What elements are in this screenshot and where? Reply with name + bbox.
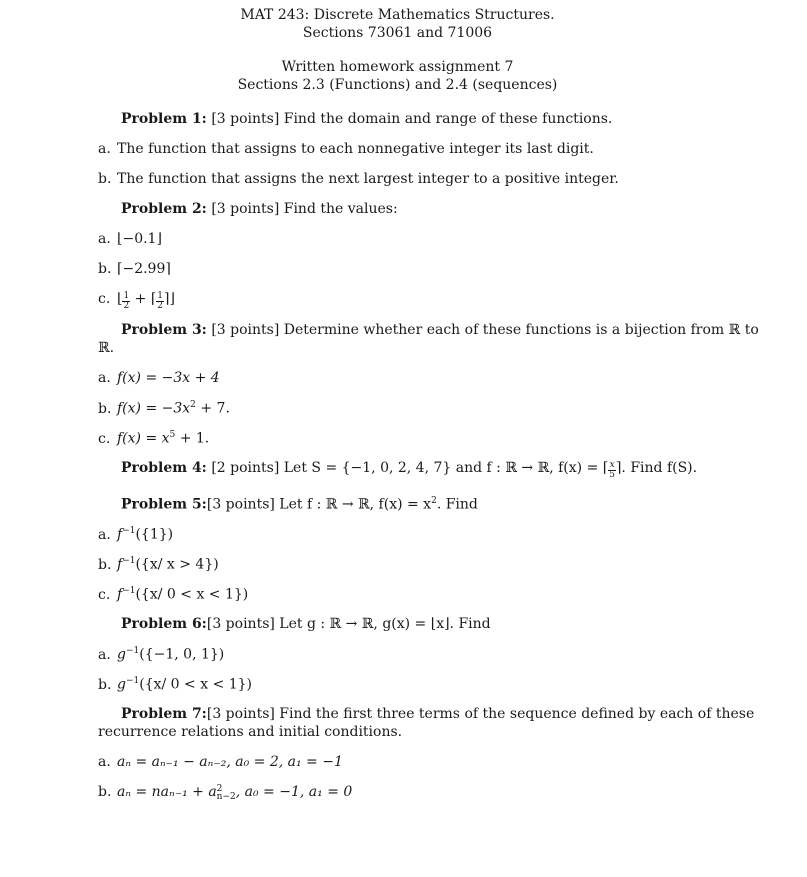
problem-5-item-a <box>98 526 173 543</box>
fraction-numerator: 1 <box>157 291 164 301</box>
exponent: −1 <box>125 646 140 656</box>
item-math-post: + 7. <box>195 400 230 417</box>
problem-1 <box>121 111 612 127</box>
item-label: b. <box>98 400 112 417</box>
problem-7-continuation: recurrence relations and initial conditions. <box>98 724 403 740</box>
item-math-mid: + ⌈ <box>130 291 157 307</box>
item-math: f(x) = −3x <box>117 400 191 417</box>
problem-3-text: [3 points] Determine whether each of these functions is a bijection from ℝ to <box>211 322 759 338</box>
problem-3-item-a <box>98 370 220 386</box>
item-math-post: ({1}) <box>135 526 174 543</box>
problem-4-label: Problem 4: <box>121 460 207 476</box>
assignment-topics: Sections 2.3 (Functions) and 2.4 (sequences) <box>237 77 558 93</box>
problem-5-label: Problem 5: <box>121 496 207 513</box>
fraction-denominator: 5 <box>609 470 615 480</box>
problem-4-text-post: ⌉. Find f(S). <box>615 460 698 476</box>
exponent: −1 <box>122 526 136 536</box>
item-math: aₙ = aₙ₋₁ − aₙ₋₂, a₀ = 2, a₁ = −1 <box>117 754 343 770</box>
problem-4 <box>121 460 697 480</box>
problem-1-item-a <box>98 141 594 157</box>
problem-5 <box>121 496 478 513</box>
problem-3-continuation: ℝ. <box>98 340 115 356</box>
problem-2-label: Problem 2: <box>121 201 207 217</box>
item-math-post: ({x/ x > 4}) <box>135 556 219 573</box>
problem-3-item-b <box>98 400 230 417</box>
item-math: f(x) = −3x + 4 <box>117 370 220 386</box>
problem-6-text: [3 points] Let g : ℝ → ℝ, g(x) = ⌊x⌋. Find <box>206 616 491 632</box>
item-label: b. <box>98 556 112 573</box>
sup-sub-stack <box>217 785 236 801</box>
item-label: a. <box>98 646 111 663</box>
problem-2-item-c <box>98 291 175 311</box>
item-label: a. <box>98 231 111 247</box>
problem-7 <box>121 706 754 722</box>
item-label: c. <box>98 586 111 603</box>
problem-3-label: Problem 3: <box>121 322 207 338</box>
problem-1-item-b <box>98 171 619 187</box>
problem-7-item-a <box>98 754 343 770</box>
problem-6-label: Problem 6: <box>121 616 207 632</box>
item-math: ⌊−0.1⌋ <box>117 231 162 247</box>
item-math-post: ({−1, 0, 1}) <box>139 646 225 663</box>
problem-4-text: [2 points] Let S = {−1, 0, 2, 4, 7} and f : ℝ → ℝ, f(x) = ⌈ <box>211 460 609 476</box>
exponent: −1 <box>125 676 140 686</box>
fraction <box>156 292 164 311</box>
exponent: −1 <box>122 586 136 596</box>
problem-5-text-post: . Find <box>436 496 478 513</box>
item-label: b. <box>98 676 112 693</box>
fraction-denominator: 2 <box>157 301 164 311</box>
problem-6-item-a <box>98 646 224 663</box>
item-label: b. <box>98 784 112 800</box>
item-math: aₙ = naₙ₋₁ + a <box>117 784 217 800</box>
item-label: a. <box>98 526 111 543</box>
problem-7-text: [3 points] Find the first three terms of the sequence defined by each of these <box>206 706 755 722</box>
item-label: c. <box>98 291 111 307</box>
subscript: n−2 <box>216 792 236 802</box>
item-math: f <box>117 586 123 603</box>
item-label: a. <box>98 754 111 770</box>
problem-3-item-c <box>98 430 209 447</box>
problem-7-item-b <box>98 784 352 801</box>
fraction-denominator: 2 <box>123 301 130 311</box>
item-text: The function that assigns the next largest integer to a positive integer. <box>117 171 619 187</box>
exponent: 2 <box>216 784 223 794</box>
item-label: a. <box>98 141 111 157</box>
item-math: g <box>117 676 126 693</box>
item-math-post: ({x/ 0 < x < 1}) <box>139 676 253 693</box>
item-math-post: ({x/ 0 < x < 1}) <box>135 586 249 603</box>
problem-6 <box>121 616 491 632</box>
problem-3 <box>121 322 759 338</box>
exponent: 5 <box>169 430 176 440</box>
item-math: f(x) = x <box>117 430 170 447</box>
problem-1-label: Problem 1: <box>121 111 207 127</box>
problem-6-item-b <box>98 676 252 693</box>
fraction-numerator: 1 <box>123 291 130 301</box>
item-math-close: ⌉⌋ <box>164 291 175 307</box>
item-label: b. <box>98 261 112 277</box>
course-title: MAT 243: Discrete Mathematics Structures. <box>240 7 555 23</box>
problem-2-item-a <box>98 231 162 247</box>
item-math-post: , a₀ = −1, a₁ = 0 <box>235 784 353 800</box>
problem-1-text: [3 points] Find the domain and range of these functions. <box>211 111 613 127</box>
assignment-title: Written homework assignment 7 <box>281 59 514 75</box>
item-label: c. <box>98 430 111 447</box>
fraction-numerator: x <box>609 460 615 470</box>
item-text: The function that assigns to each nonnegative integer its last digit. <box>117 141 594 157</box>
exponent: 2 <box>431 496 437 506</box>
fraction <box>608 461 616 480</box>
item-math: g <box>117 646 126 663</box>
problem-5-item-c <box>98 586 248 603</box>
item-label: b. <box>98 171 112 187</box>
item-math: f <box>117 556 123 573</box>
problem-7-label: Problem 7: <box>121 706 207 722</box>
problem-5-item-b <box>98 556 219 573</box>
problem-2-text: [3 points] Find the values: <box>211 201 398 217</box>
item-math-open: ⌊ <box>117 291 123 307</box>
problem-2 <box>121 201 398 217</box>
problem-2-item-b <box>98 261 171 277</box>
exponent: 2 <box>190 400 196 410</box>
item-math: f <box>117 526 123 543</box>
problem-5-text: [3 points] Let f : ℝ → ℝ, f(x) = x <box>206 496 432 513</box>
item-math-post: + 1. <box>175 430 210 447</box>
item-math: ⌈−2.99⌉ <box>117 261 171 277</box>
exponent: −1 <box>122 556 136 566</box>
course-sections: Sections 73061 and 71006 <box>302 25 493 41</box>
item-label: a. <box>98 370 111 386</box>
